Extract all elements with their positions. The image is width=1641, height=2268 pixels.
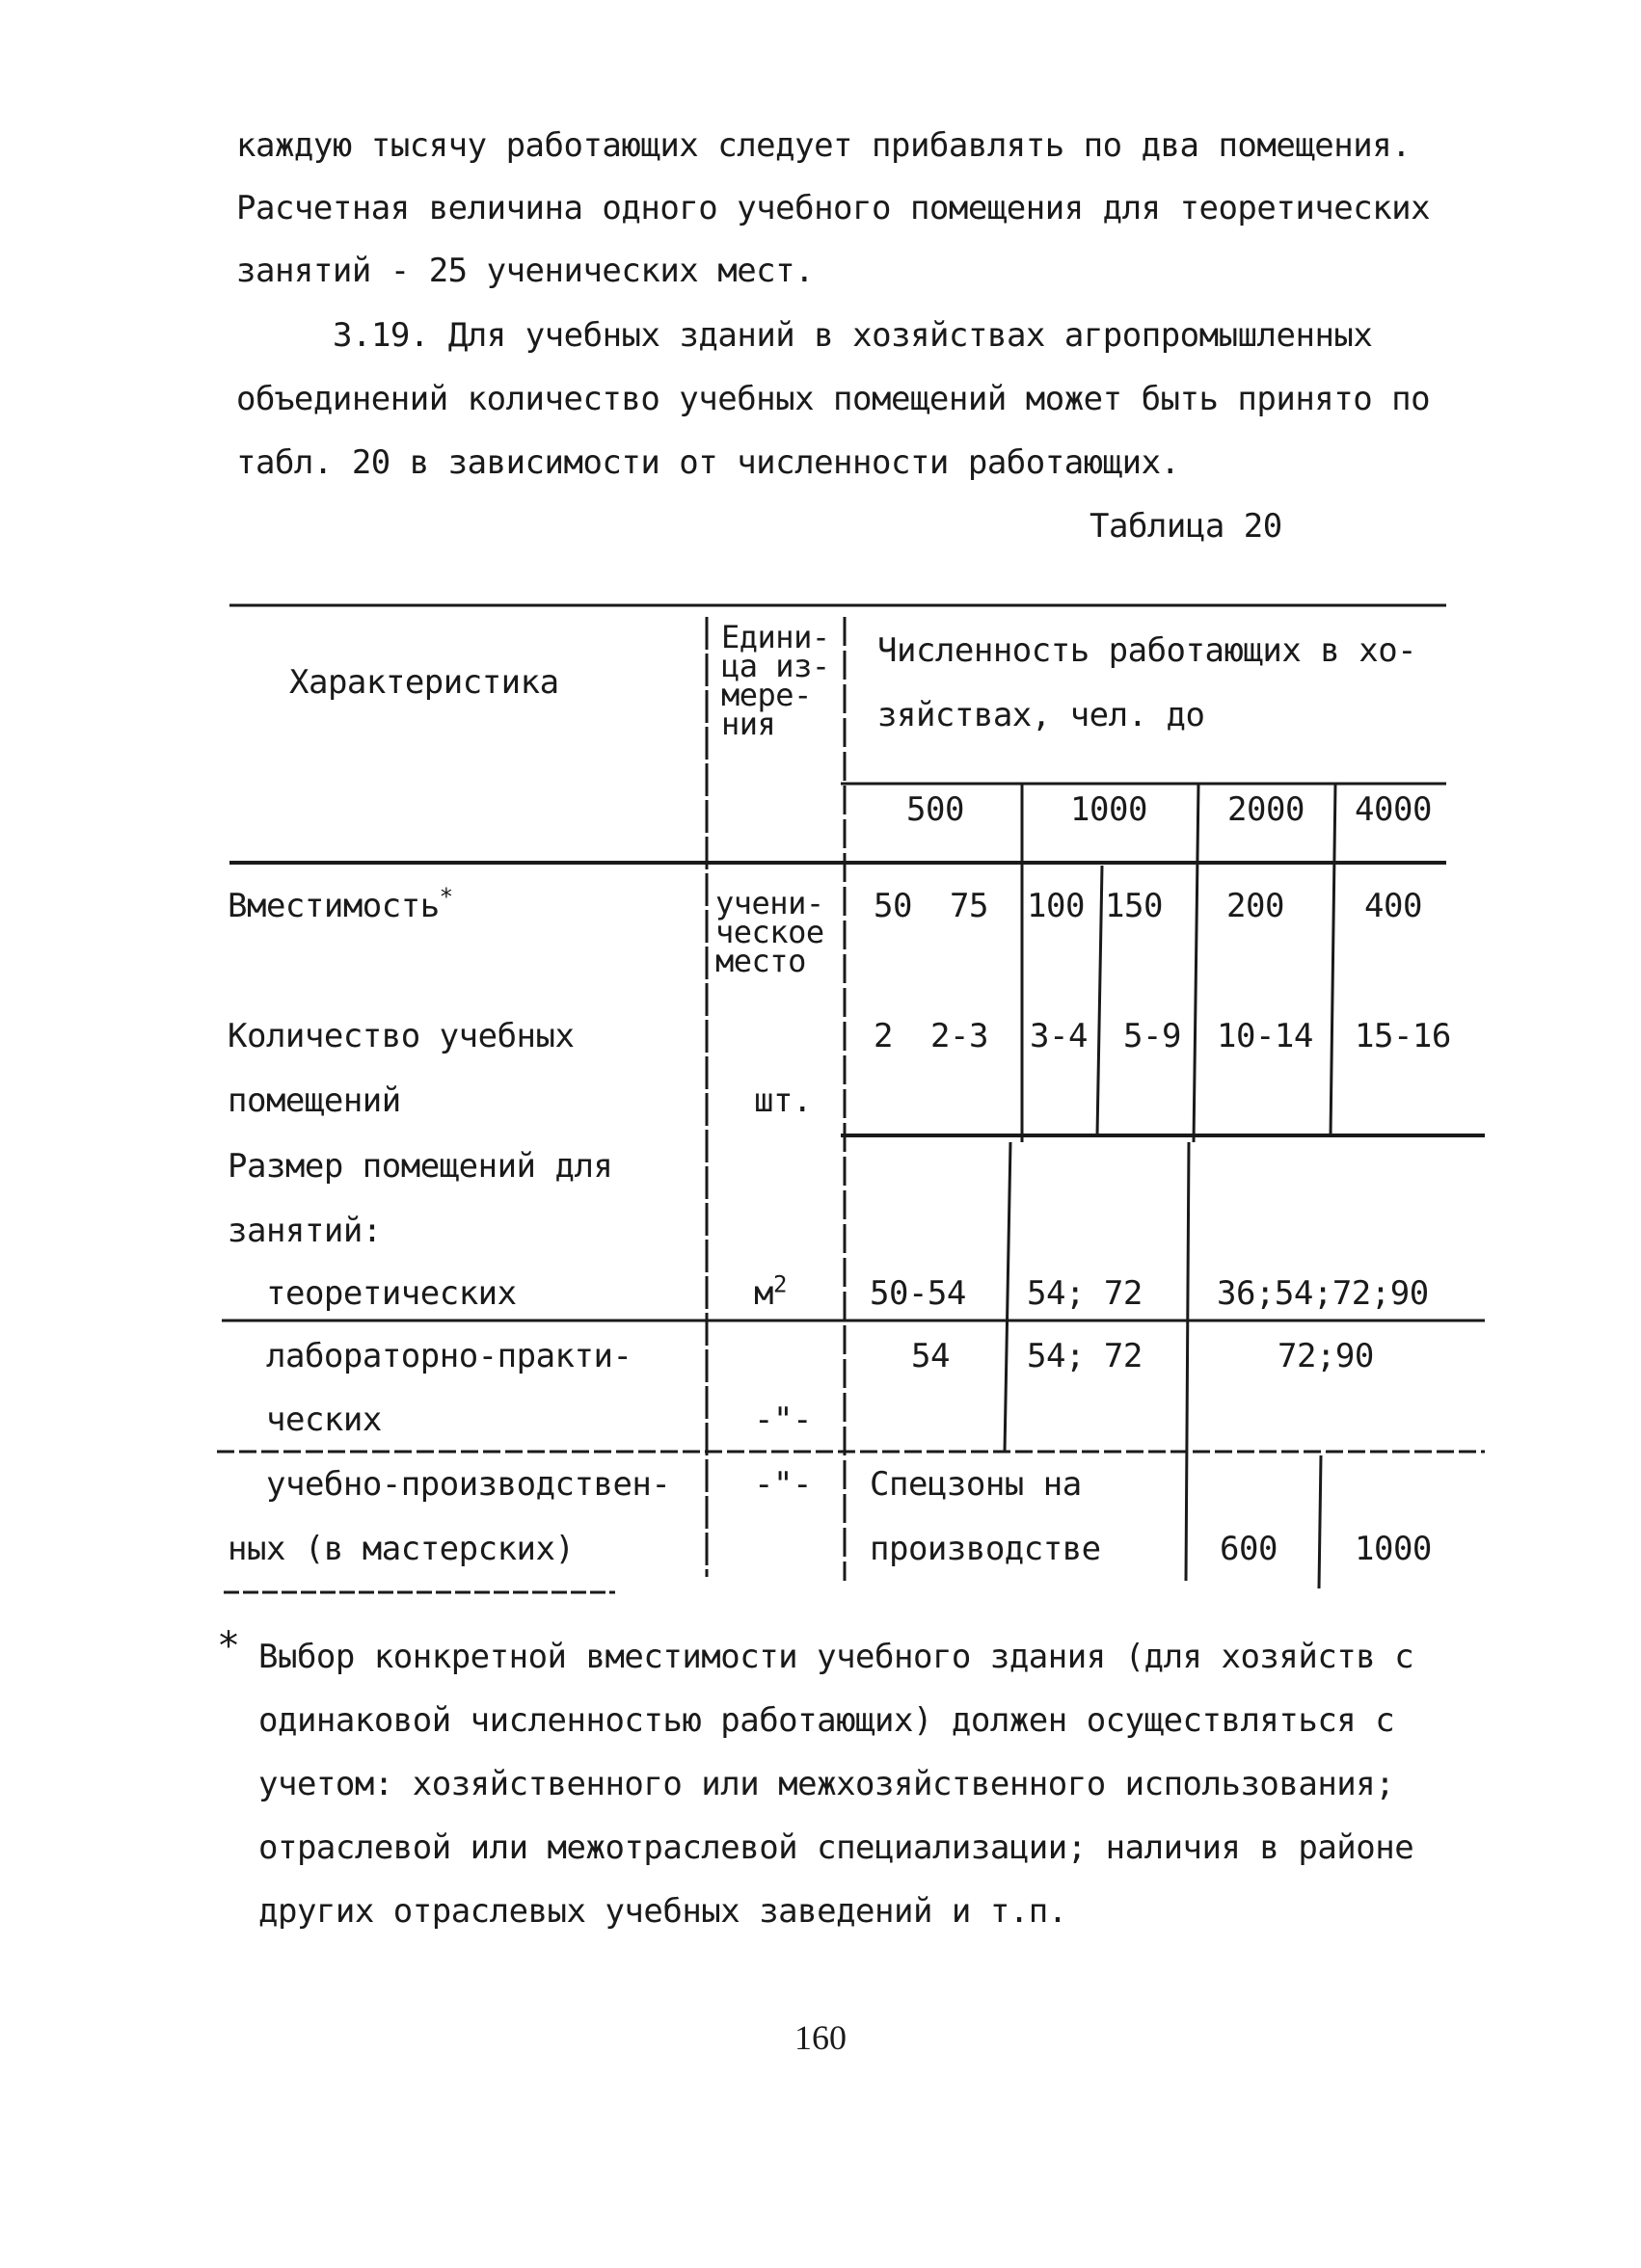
laboratory-value: 54 — [911, 1337, 950, 1375]
theoretical-value: 36;54;72;90 — [1217, 1274, 1429, 1313]
header-workers-line: зяйствах, чел. до — [877, 696, 1205, 734]
table-caption: Таблица 20 — [1090, 507, 1282, 546]
laboratory-value: 72;90 — [1278, 1337, 1374, 1375]
row-size-heading: Размер помещений для — [228, 1147, 613, 1186]
clause-line: табл. 20 в зависимости от численности работающих. — [236, 443, 1180, 482]
footnote-line: Выбор конкретной вместимости учебного здания (для хозяйств с — [258, 1638, 1414, 1676]
row-rooms-unit: шт. — [754, 1081, 812, 1120]
production-value: 600 — [1220, 1530, 1278, 1568]
capacity-value: 150 — [1105, 887, 1163, 925]
row-capacity-label — [228, 885, 453, 927]
row-laboratory-unit: -"- — [754, 1401, 812, 1439]
footnote-marker: * — [217, 1624, 240, 1668]
capacity-unit-line: учени- — [715, 885, 824, 921]
header-count-1000: 1000 — [1070, 790, 1147, 829]
clause-line: объединений количество учебных помещений может быть принято по — [236, 380, 1431, 418]
theoretical-value: 54; 72 — [1027, 1274, 1143, 1313]
row-laboratory-label: лабораторно-практи- — [266, 1337, 632, 1375]
theoretical-value: 50-54 — [870, 1274, 966, 1313]
vline-1000-2000-lower — [1186, 1142, 1189, 1581]
production-value: 1000 — [1355, 1530, 1432, 1568]
header-count-2000: 2000 — [1227, 790, 1305, 829]
header-unit-line: мере- — [721, 677, 812, 713]
row-theoretical-label: теоретических — [266, 1274, 517, 1313]
footnote-line: одинаковой численностью работающих) должен осуществляться с — [258, 1701, 1395, 1740]
production-value: производстве — [870, 1530, 1101, 1568]
intro-line: занятий - 25 ученических мест. — [236, 252, 815, 290]
capacity-value: 100 — [1027, 887, 1085, 925]
vline-1000-2000-upper — [1194, 784, 1198, 1142]
capacity-unit-line: место — [715, 943, 806, 979]
production-value: Спецзоны на — [870, 1465, 1082, 1504]
row-laboratory-label: ческих — [266, 1401, 382, 1439]
footnote-reference: * — [439, 883, 453, 911]
header-unit-line: Едини- — [721, 619, 830, 655]
vline-2000-4000-upper — [1331, 784, 1335, 1135]
clause-line: 3.19. Для учебных зданий в хозяйствах агропромышленных — [333, 316, 1373, 355]
rooms-value: 5-9 — [1123, 1017, 1181, 1055]
row-size-heading: занятий: — [228, 1212, 382, 1250]
row-production-unit: -"- — [754, 1465, 812, 1504]
header-characteristic: Характеристика — [289, 663, 559, 702]
rooms-value: 2-3 — [930, 1017, 988, 1055]
capacity-value: 50 — [874, 887, 912, 925]
intro-line: Расчетная величина одного учебного помещения для теоретических — [236, 189, 1431, 227]
row-production-label: ных (в мастерских) — [228, 1530, 575, 1568]
rooms-value: 2 — [874, 1017, 893, 1055]
vline-500-1000-lower — [1005, 1142, 1010, 1452]
footnote-line: отраслевой или межотраслевой специализации; наличия в районе — [258, 1828, 1414, 1867]
capacity-unit-line: ческое — [715, 914, 824, 950]
page-number: 160 — [794, 2018, 847, 2057]
rooms-value: 15-16 — [1355, 1017, 1451, 1055]
intro-line: каждую тысячу работающих следует прибавлять по два помещения. — [236, 126, 1412, 165]
header-count-4000: 4000 — [1355, 790, 1432, 829]
vline-100-150 — [1097, 866, 1102, 1135]
footnote-line: других отраслевых учебных заведений и т.п. — [258, 1892, 1067, 1931]
capacity-value: 400 — [1364, 887, 1422, 925]
capacity-label-text: Вместимость — [228, 887, 440, 925]
rooms-value: 10-14 — [1217, 1017, 1313, 1055]
row-rooms-label: Количество учебных — [228, 1017, 575, 1055]
row-rooms-label: помещений — [228, 1081, 401, 1120]
capacity-value: 200 — [1226, 887, 1284, 925]
footnote-line: учетом: хозяйственного или межхозяйственного использования; — [258, 1765, 1395, 1803]
laboratory-value: 54; 72 — [1027, 1337, 1143, 1375]
row-production-label: учебно-производствен- — [266, 1465, 671, 1504]
vline-2000-4000-lower — [1319, 1455, 1321, 1588]
row-theoretical-unit — [754, 1272, 787, 1315]
unit-m: м — [754, 1274, 773, 1313]
header-unit-line: ния — [721, 706, 776, 742]
header-count-500: 500 — [906, 790, 964, 829]
header-unit-line: ца из- — [721, 648, 830, 684]
header-workers-line: Численность работающих в хо- — [877, 631, 1417, 670]
capacity-value: 75 — [950, 887, 988, 925]
unit-squared: 2 — [772, 1270, 787, 1298]
rooms-value: 3-4 — [1030, 1017, 1088, 1055]
